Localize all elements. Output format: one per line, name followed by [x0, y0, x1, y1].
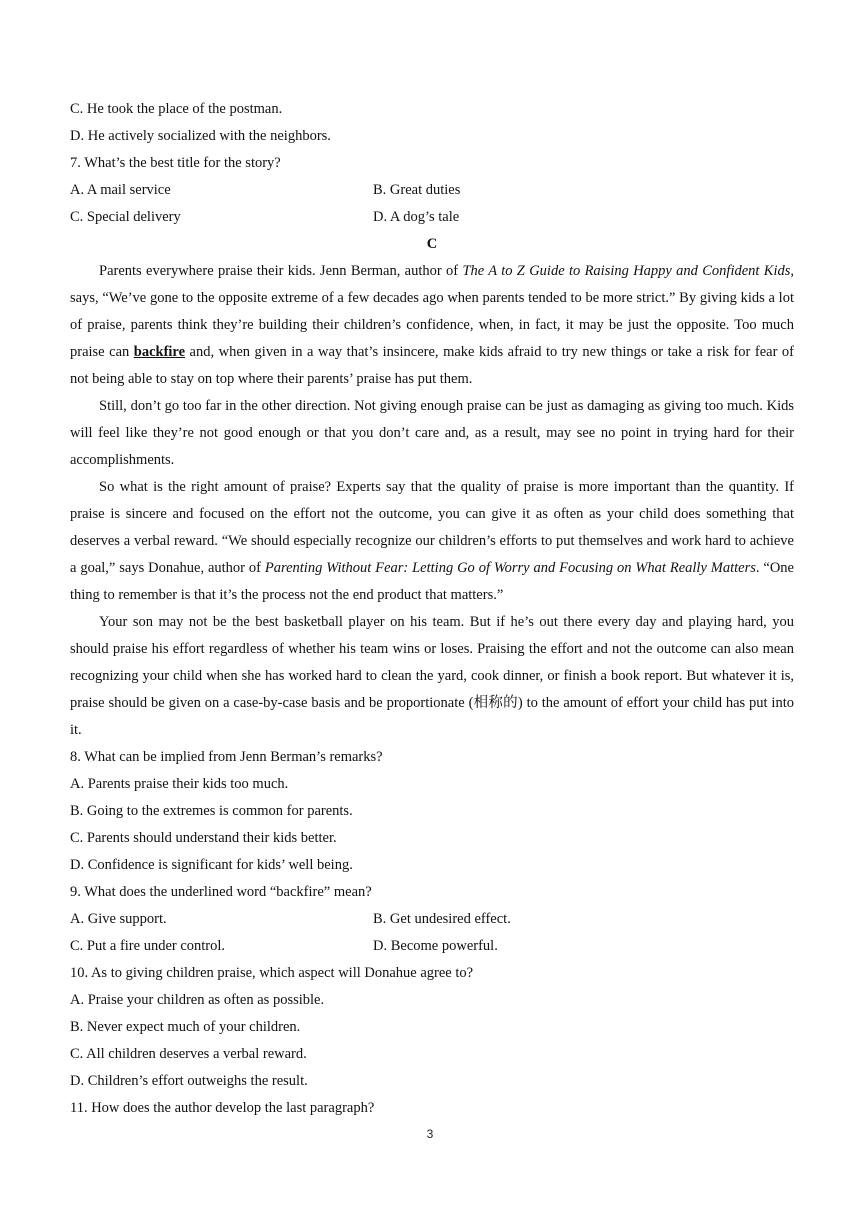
page-number: 3	[426, 1127, 434, 1141]
q10-option-d: D. Children’s effort outweighs the result.	[70, 1073, 308, 1089]
q7-options-row-2	[70, 204, 794, 231]
q6-option-c: C. He took the place of the postman.	[70, 101, 283, 117]
q9-options-row-1	[70, 906, 794, 933]
q9-option-a: A. Give support.	[70, 911, 167, 927]
q8-option-a: A. Parents praise their kids too much.	[70, 776, 289, 792]
q9-options-row-2	[70, 933, 794, 960]
q11-question: 11. How does the author develop the last paragraph?	[70, 1100, 375, 1116]
passage-paragraph-4: Your son may not be the best basketball player on his team. But if he’s out there every day and playing hard, you should praise his effort regardless of whether his team wins or loses. Praising the effort and not the outcome can also mean recognizing your child when she has worked hard to clean the yard, cook dinner, or finish a book report. But whatever it is, praise should be given on a case-by-case basis and be proportionate (相称的) to the amount of effort your child has put into it.	[70, 614, 794, 738]
q8-option-b: B. Going to the extremes is common for parents.	[70, 803, 353, 819]
passage-paragraph-2: Still, don’t go too far in the other direction. Not giving enough praise can be just as damaging as giving too much. Kids will feel like they’re not good enough or that you don’t care and, as a result, may see no point in trying hard for their accomplishments.	[70, 398, 794, 468]
book-title-2: Parenting Without Fear: Letting Go of Worry and Focusing on What Really Matters	[264, 560, 756, 576]
passage-paragraph-3: So what is the right amount of praise? Experts say that the quality of praise is more important than the quantity. If praise is sincere and focused on the effort not the outcome, you can give it as often as your child does something that deserves a verbal reward. “We should especially recognize our children’s efforts to put themselves and work hard to achieve a goal,” says Donahue, author of Parenting Without Fear: Letting Go of Worry and Focusing on What Really Matters. “One thing to remember is that it’s the process not the end product that matters.”	[70, 479, 794, 603]
q7-option-c: C. Special delivery	[70, 209, 181, 225]
q8-option-c: C. Parents should understand their kids better.	[70, 830, 337, 846]
q7-option-a: A. A mail service	[70, 182, 171, 198]
q10-question: 10. As to giving children praise, which aspect will Donahue agree to?	[70, 965, 474, 981]
q10-option-c: C. All children deserves a verbal reward.	[70, 1046, 307, 1062]
q8-question: 8. What can be implied from Jenn Berman’s remarks?	[70, 749, 383, 765]
passage-paragraph-1: Parents everywhere praise their kids. Jenn Berman, author of The A to Z Guide to Raising Happy and Confident Kids, says, “We’ve gone to the opposite extreme of a few decades ago when parents tended to be more strict.” By giving kids a lot of praise, parents think they’re building their children’s confidence, when, in fact, it may be just the opposite. Too much praise can backfire and, when given in a way that’s insincere, make kids afraid to try new things or take a risk for fear of not being able to stay on top where their parents’ praise has put them.	[70, 263, 794, 387]
q10-option-b: B. Never expect much of your children.	[70, 1019, 301, 1035]
q7-question: 7. What’s the best title for the story?	[70, 155, 281, 171]
q10-option-a: A. Praise your children as often as possible.	[70, 992, 325, 1008]
q7-option-d: D. A dog’s tale	[373, 209, 460, 225]
q9-option-d: D. Become powerful.	[373, 938, 498, 954]
book-title-1: The A to Z Guide to Raising Happy and Confident Kids	[462, 263, 791, 279]
q6-option-d: D. He actively socialized with the neighbors.	[70, 128, 331, 144]
underlined-word: backfire	[133, 344, 186, 360]
q9-question: 9. What does the underlined word “backfire” mean?	[70, 884, 372, 900]
q9-option-c: C. Put a fire under control.	[70, 938, 226, 954]
q9-option-b: B. Get undesired effect.	[373, 911, 511, 927]
q7-options-row-1	[70, 177, 794, 204]
q7-option-b: B. Great duties	[373, 182, 461, 198]
document-page	[70, 96, 794, 1122]
q8-option-d: D. Confidence is significant for kids’ well being.	[70, 857, 353, 873]
section-heading: C	[426, 236, 438, 252]
